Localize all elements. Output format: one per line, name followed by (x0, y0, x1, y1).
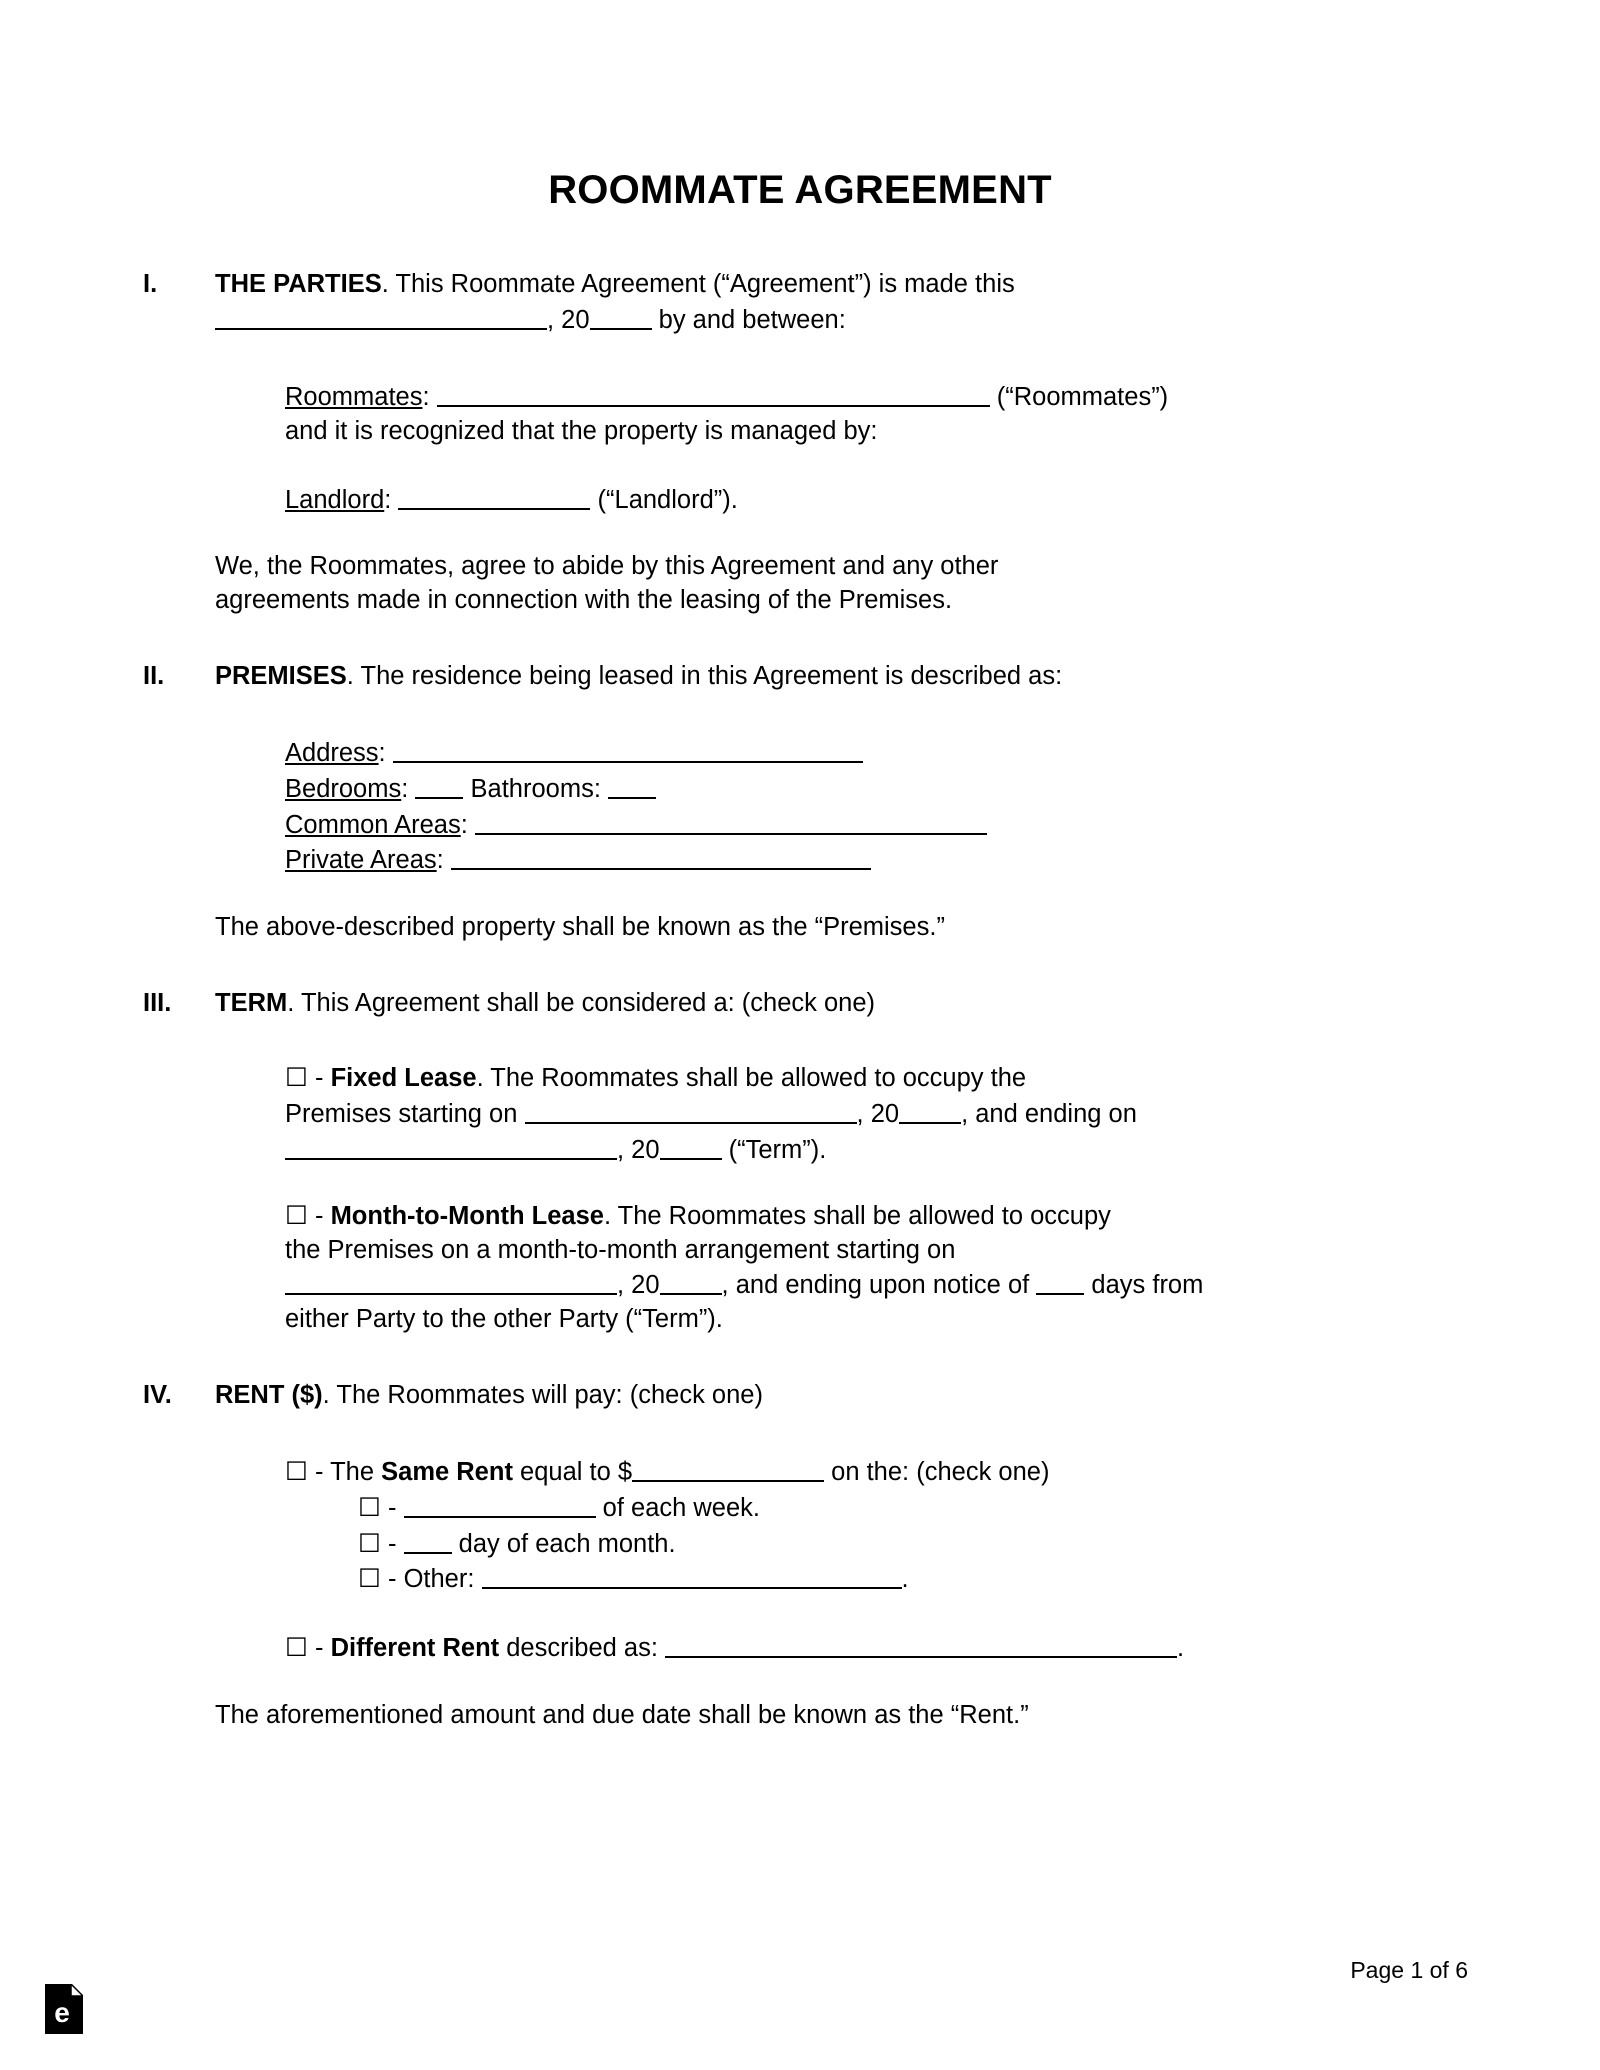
spacer (143, 1020, 1463, 1062)
mtm-text-d: , and ending upon notice of (721, 1271, 1030, 1300)
abide-paragraph (215, 550, 1463, 617)
weekly-text: of each week. (602, 1494, 761, 1523)
landlord-name-blank[interactable] (398, 482, 590, 510)
mtm-text-f: either Party to the other Party (“Term”). (285, 1305, 723, 1334)
monthly-day-blank[interactable] (404, 1526, 452, 1554)
different-rent-text-a: described as: (506, 1634, 658, 1663)
mtm-text-b: the Premises on a month-to-month arrangement starting on (285, 1235, 956, 1264)
dash: - (387, 1494, 397, 1523)
option-fixed-lease[interactable] (285, 1062, 1463, 1167)
spacer (143, 693, 1463, 735)
fixed-lease-text-a: . The Roommates shall be allowed to occupy the (476, 1064, 1027, 1093)
sub-option-monthly[interactable] (358, 1526, 1463, 1562)
checkbox-other-icon[interactable]: ☐ (358, 1565, 381, 1594)
section-rent (143, 1379, 1463, 1413)
other-label: Other: (403, 1565, 475, 1594)
address-colon: : (378, 739, 386, 768)
common-areas-colon: : (460, 810, 468, 839)
fixed-lease-label: Fixed Lease (330, 1064, 477, 1093)
spacer (143, 1337, 1463, 1379)
different-rent-description-blank[interactable] (665, 1630, 1177, 1658)
section-1-lead: . This Roommate Agreement (“Agreement”) is made this (381, 270, 1015, 298)
sub-option-weekly[interactable] (358, 1490, 1463, 1526)
landlord-label: Landlord (285, 485, 385, 514)
checkbox-monthly-icon[interactable]: ☐ (358, 1529, 381, 1558)
spacer (143, 517, 1463, 550)
abide-line-1: We, the Roommates, agree to abide by this Agreement and any other (215, 552, 999, 581)
section-4-heading: RENT ($) (215, 1380, 323, 1409)
spacer (143, 1597, 1463, 1630)
month-to-month-label: Month-to-Month Lease (330, 1202, 604, 1231)
other-description-blank[interactable] (482, 1561, 902, 1589)
checkbox-month-to-month-icon[interactable]: ☐ (285, 1202, 308, 1231)
section-1-line2-pre: , 20 (547, 305, 590, 334)
section-1-line2-post: by and between: (651, 305, 846, 334)
dash: - (387, 1529, 397, 1558)
page-number: Page 1 of 6 (1350, 1957, 1468, 1983)
option-different-rent[interactable] (285, 1630, 1463, 1666)
section-numeral-1: I. (143, 270, 158, 298)
section-numeral-3: III. (143, 988, 172, 1017)
section-3-heading: TERM (215, 988, 288, 1017)
dash: - (314, 1202, 324, 1231)
bathrooms-blank[interactable] (608, 771, 656, 799)
other-period: . (901, 1565, 909, 1594)
private-areas-colon: : (436, 846, 444, 875)
dash: - (314, 1064, 324, 1093)
page-footer (143, 1914, 1468, 2034)
logo-letter: e (54, 1997, 70, 2028)
address-blank[interactable] (393, 735, 863, 763)
fixed-lease-text-f: (“Term”). (728, 1135, 827, 1164)
roommates-suffix: (“Roommates”) (996, 383, 1169, 412)
dash: - (314, 1458, 324, 1487)
option-same-rent[interactable] (285, 1454, 1463, 1490)
managed-by-text: and it is recognized that the property is managed by: (285, 416, 878, 445)
mtm-notice-days-blank[interactable] (1036, 1267, 1084, 1295)
same-rent-pre: The (330, 1458, 375, 1487)
roommates-block (285, 379, 1463, 448)
section-term (143, 987, 1463, 1021)
abide-line-2: agreements made in connection with the leasing of the Premises. (215, 585, 953, 614)
fixed-start-date-blank[interactable] (525, 1096, 857, 1124)
spacer (143, 1412, 1463, 1454)
roommates-label: Roommates (285, 383, 423, 412)
mtm-text-e: days from (1091, 1271, 1204, 1300)
bedrooms-colon: : (401, 774, 409, 803)
same-rent-amount-blank[interactable] (632, 1454, 824, 1482)
section-4-text (215, 1379, 1463, 1413)
option-month-to-month-lease[interactable] (285, 1200, 1463, 1337)
section-numeral-2: II. (143, 661, 165, 690)
spacer (143, 1666, 1463, 1699)
spacer (143, 618, 1463, 660)
section-the-parties (143, 268, 1463, 337)
landlord-suffix: (“Landlord”). (597, 485, 738, 514)
document-page-icon (45, 1984, 83, 2034)
mtm-text-c: , 20 (617, 1271, 660, 1300)
dash: - (314, 1634, 324, 1663)
landlord-colon: : (384, 485, 392, 514)
premises-known-as-paragraph: The above-described property shall be known as the “Premises.” (215, 912, 945, 941)
spacer (143, 337, 1463, 379)
section-2-lead: . The residence being leased in this Agreement is described as: (346, 661, 1063, 690)
spacer (143, 1167, 1463, 1200)
date-year-blank[interactable] (590, 302, 652, 330)
mtm-start-date-blank[interactable] (285, 1267, 617, 1295)
spacer (143, 878, 1463, 911)
address-label: Address (285, 739, 379, 768)
date-day-blank[interactable] (215, 302, 547, 330)
same-rent-text-b: on the: (check one) (831, 1458, 1050, 1487)
rent-known-as-paragraph: The aforementioned amount and due date shall be known as the “Rent.” (215, 1700, 1029, 1729)
fixed-lease-text-c: , 20 (856, 1099, 900, 1128)
section-1-heading: THE PARTIES (215, 270, 382, 298)
page-title: ROOMMATE AGREEMENT (548, 168, 1052, 212)
premises-fields-block (285, 735, 1463, 878)
roommates-names-blank[interactable] (437, 379, 990, 407)
checkbox-different-rent-icon[interactable]: ☐ (285, 1634, 308, 1663)
section-numeral-4: IV. (143, 1380, 172, 1409)
same-rent-text-a: equal to $ (520, 1458, 633, 1487)
section-3-lead: . This Agreement shall be considered a: (check one) (287, 988, 876, 1017)
bedrooms-blank[interactable] (415, 771, 463, 799)
fixed-lease-text-e: , 20 (617, 1135, 660, 1164)
mtm-start-year-blank[interactable] (660, 1267, 722, 1295)
section-2-heading: PREMISES (215, 661, 347, 690)
same-rent-label: Same Rent (381, 1458, 513, 1487)
fixed-end-date-blank[interactable] (285, 1132, 617, 1160)
fixed-end-year-blank[interactable] (660, 1132, 722, 1160)
section-4-lead: . The Roommates will pay: (check one) (322, 1380, 763, 1409)
common-areas-blank[interactable] (475, 807, 987, 835)
bathrooms-label: Bathrooms: (470, 774, 601, 803)
spacer (143, 449, 1463, 482)
private-areas-label: Private Areas (285, 846, 437, 875)
checkbox-weekly-icon[interactable]: ☐ (358, 1494, 381, 1523)
eforms-logo (45, 1984, 83, 2034)
section-1-text (215, 268, 1463, 337)
document-body (143, 268, 1463, 1732)
different-rent-label: Different Rent (330, 1634, 500, 1663)
dash: - (387, 1565, 397, 1594)
sub-option-other[interactable] (358, 1561, 1463, 1597)
section-3-text (215, 987, 1463, 1021)
fixed-lease-text-d: , and ending on (961, 1099, 1137, 1128)
monthly-text: day of each month. (458, 1529, 676, 1558)
fixed-lease-text-b: Premises starting on (285, 1099, 518, 1128)
roommates-colon: : (422, 383, 430, 412)
spacer (143, 945, 1463, 987)
common-areas-label: Common Areas (285, 810, 461, 839)
different-rent-period: . (1177, 1634, 1185, 1663)
checkbox-same-rent-icon[interactable]: ☐ (285, 1458, 308, 1487)
section-premises (143, 660, 1463, 694)
weekly-day-blank[interactable] (404, 1490, 596, 1518)
private-areas-blank[interactable] (451, 842, 871, 870)
section-2-text (215, 660, 1463, 694)
mtm-text-a: . The Roommates shall be allowed to occupy (603, 1202, 1111, 1231)
fixed-start-year-blank[interactable] (899, 1096, 961, 1124)
bedrooms-label: Bedrooms (285, 774, 402, 803)
checkbox-fixed-lease-icon[interactable]: ☐ (285, 1064, 308, 1093)
landlord-block (285, 482, 1463, 518)
